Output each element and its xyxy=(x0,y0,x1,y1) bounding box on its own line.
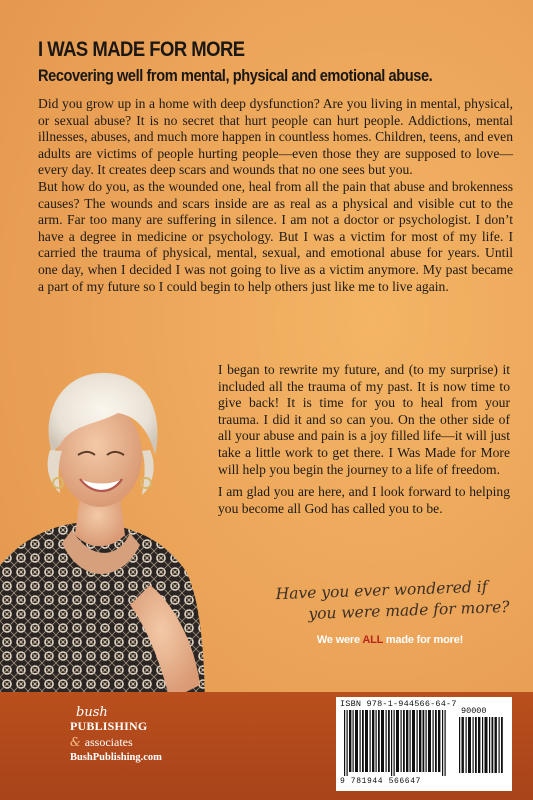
blurb-paragraph-1: Did you grow up in a home with deep dysfunction? Are you living in mental, physical, or sexual abuse? It is no secret that hurt people can hurt people. Addictions, mental illnesses, abuses, and much more happen in countless homes. Children, teens, and even adults are victims of people hurting people—even those they are supposed to love—every day. It creates deep scars and wounds that no one sees but you. xyxy=(38,96,513,178)
isbn-text: ISBN 978-1-944566-64-7 xyxy=(340,699,457,709)
tagline-part-1: We were xyxy=(316,634,363,646)
publisher-logo xyxy=(70,706,162,765)
script-line-1: Have you ever wondered if xyxy=(275,577,488,604)
tagline-accent: ALL xyxy=(362,634,383,646)
publisher-url: BushPublishing.com xyxy=(70,752,162,763)
ean-barcode-bars xyxy=(340,710,452,776)
tagline xyxy=(270,634,510,646)
blurb-paragraph-4: I am glad you are here, and I look forward to helping you become all God has called you to be. xyxy=(218,484,510,516)
book-subtitle: Recovering well from mental, physical and emotional abuse. xyxy=(38,66,433,85)
blurb-top xyxy=(38,96,513,295)
handwritten-question xyxy=(267,576,518,627)
publisher-bush: bush xyxy=(76,705,108,720)
price-addon-digits: 90000 xyxy=(461,706,487,716)
blurb-paragraph-3: I began to rewrite my future, and (to my surprise) it included all the trauma of my past. It is now time to give back! It is time for you to heal from your trauma. I did it and so can you. On the other side of all your abuse and pain is a joy filled life—it will just take a little work to get there. I Was Made for More will help you begin the journey to a life of freedom. xyxy=(218,362,510,477)
blurb-right xyxy=(218,362,510,523)
script-line-2: you were made for more? xyxy=(308,597,510,623)
author-photo xyxy=(0,355,210,715)
publisher-amp: & xyxy=(70,735,81,749)
book-title: I WAS MADE FOR MORE xyxy=(38,38,245,61)
tagline-part-2: made for more! xyxy=(382,634,464,646)
publisher-publishing: PUBLISHING xyxy=(70,719,148,733)
addon-barcode-bars xyxy=(457,717,505,773)
blurb-paragraph-2: But how do you, as the wounded one, heal from all the pain that abuse and brokenness causes? The wounds and scars inside are as real as a physical and visible cut to the arm. Far too many are suffering in silence. I am not a doctor or psychologist. I don’t have a degree in medicine or psychology. But I was a victim for most of my life. I carried the trauma of physical, mental, sexual, and emotional abuse for years. Until one day, when I decided I was not going to live as a victim anymore. My past became a part of my future so I could begin to help others just like me to live again. xyxy=(38,178,513,294)
publisher-associates: associates xyxy=(84,735,133,749)
ean-digits: 9 781944 566647 xyxy=(340,777,422,786)
isbn-barcode xyxy=(336,697,512,791)
